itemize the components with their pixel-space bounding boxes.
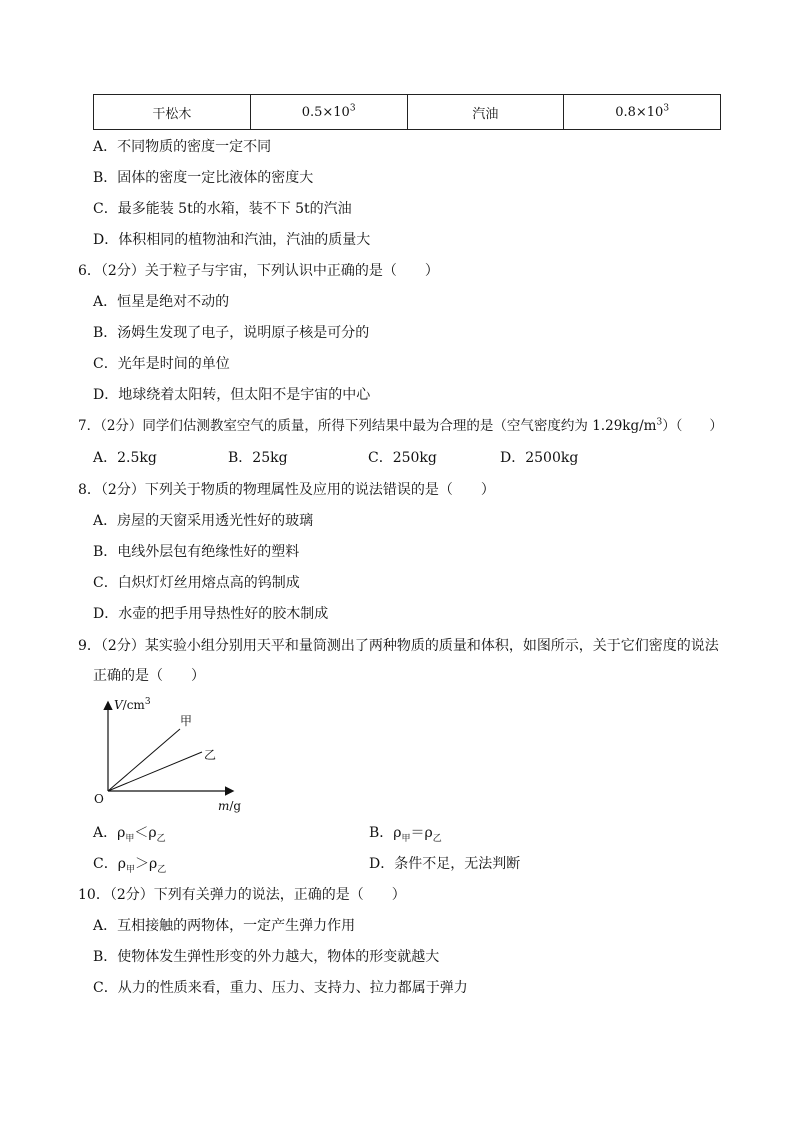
line-yi-label: 乙 <box>204 748 217 762</box>
q5-option-b: B．固体的密度一定比液体的密度大 <box>93 170 314 186</box>
table-cell-substance: 干松木 <box>94 95 251 130</box>
q9-volume-mass-graph <box>90 695 270 824</box>
density-table <box>93 94 721 130</box>
q10-option-c: C．从力的性质来看，重力、压力、支持力、拉力都属于弹力 <box>93 980 468 996</box>
line-yi <box>108 752 202 791</box>
q8-option-a: A．房屋的天窗采用透光性好的玻璃 <box>93 513 314 529</box>
q8-stem: 8．（2分）下列关于物质的物理属性及应用的说法错误的是（ ） <box>78 482 495 498</box>
table-row <box>94 95 721 130</box>
line-jia-label: 甲 <box>180 714 193 728</box>
q6-option-c: C．光年是时间的单位 <box>93 356 230 372</box>
table-cell-substance: 汽油 <box>407 95 564 130</box>
q7-option-b: B．25kg <box>228 450 288 466</box>
q10-option-a: A．互相接触的两物体，一定产生弹力作用 <box>93 918 356 934</box>
q9-option-a: A．$\rho_甲<\rho_乙$ <box>93 825 166 844</box>
y-axis-label: $V/cm^3$ <box>114 697 151 712</box>
q7-option-d: D．2500kg <box>500 450 579 466</box>
q9-option-b: B．$\rho_甲=\rho_乙$ <box>369 825 442 844</box>
q9-stem-line1: 9．（2分）某实验小组分别用天平和量筒测出了两种物质的质量和体积，如图所示，关于它们密度的说法 <box>78 638 719 654</box>
q6-stem: 6．（2分）关于粒子与宇宙，下列认识中正确的是（ ） <box>78 263 439 279</box>
q8-option-b: B．电线外层包有绝缘性好的塑料 <box>93 544 300 560</box>
q7-option-a: A．2.5kg <box>93 450 157 466</box>
q8-option-d: D．水壶的把手用导热性好的胶木制成 <box>93 606 329 622</box>
origin-label: O <box>94 792 104 806</box>
q7-option-c: C．250kg <box>368 450 437 466</box>
q5-option-c: C．最多能装 5t的水箱，装不下 5t的汽油 <box>93 201 352 217</box>
q10-option-b: B．使物体发生弹性形变的外力越大，物体的形变就越大 <box>93 949 440 965</box>
table-cell-density: $0.5\times 10^3$ <box>250 95 407 130</box>
q5-option-d: D．体积相同的植物油和汽油，汽油的质量大 <box>93 232 371 248</box>
table-cell-density: $0.8\times 10^3$ <box>564 95 721 130</box>
q9-stem-line2: 正确的是（ ） <box>93 668 205 684</box>
q6-option-a: A．恒星是绝对不动的 <box>93 294 230 310</box>
q5-option-a: A．不同物质的密度一定不同 <box>93 139 272 155</box>
x-axis-label: m/g <box>218 799 242 813</box>
q9-option-c: C．$\rho_甲>\rho_乙$ <box>93 856 167 875</box>
q6-option-b: B．汤姆生发现了电子，说明原子核是可分的 <box>93 325 370 341</box>
q7-stem: 7．（2分）同学们估测教室空气的质量，所得下列结果中最为合理的是（空气密度约为 $1.29kg/m^3$）（ ） <box>78 417 723 434</box>
line-jia <box>108 729 180 791</box>
q9-option-d: D．条件不足，无法判断 <box>369 856 521 872</box>
q10-stem: 10．（2分）下列有关弹力的说法，正确的是（ ） <box>78 887 406 903</box>
q8-option-c: C．白炽灯灯丝用熔点高的钨制成 <box>93 575 300 591</box>
q6-option-d: D．地球绕着太阳转，但太阳不是宇宙的中心 <box>93 387 371 403</box>
